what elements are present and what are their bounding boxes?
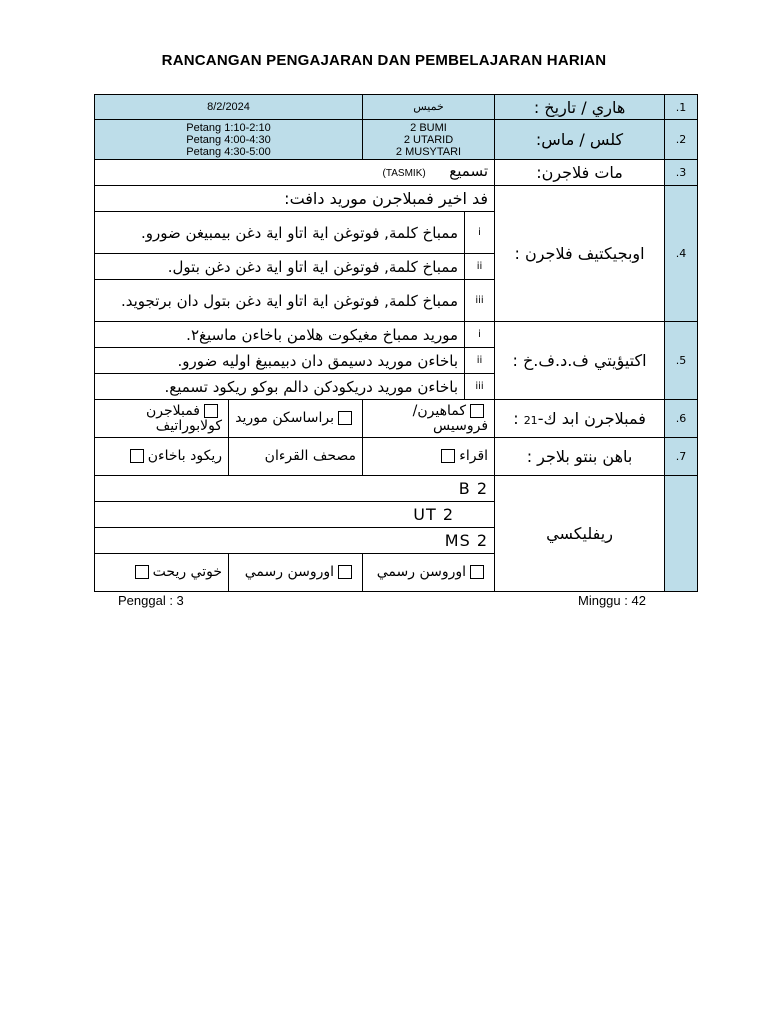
time-cell bbox=[95, 120, 363, 160]
activity-text: باخاءن موريد دسيمق دان دبيمبيغ اوليه ضورو. bbox=[95, 348, 465, 374]
roman-numeral: ii bbox=[465, 348, 495, 374]
reflection-text: B 2 bbox=[95, 476, 495, 502]
row-class-time bbox=[95, 120, 698, 160]
option-label: ريكود باخاءن bbox=[147, 448, 222, 464]
page-title: RANCANGAN PENGAJARAN DAN PEMBELAJARAN HARIAN bbox=[161, 52, 607, 69]
day-cell: خميس bbox=[363, 95, 495, 120]
row-number: .4 bbox=[665, 186, 698, 322]
row-21st-century bbox=[95, 400, 698, 438]
class-cell bbox=[363, 120, 495, 160]
row-date bbox=[95, 95, 698, 120]
option-label: كماهيرن/ فروسيس bbox=[412, 402, 489, 434]
option-label: براساسكن موريد bbox=[235, 410, 335, 426]
option-cell bbox=[95, 554, 229, 592]
checkbox[interactable] bbox=[204, 404, 218, 418]
class-line: 2 UTARID bbox=[403, 133, 454, 146]
checkbox[interactable] bbox=[441, 449, 455, 463]
row-number: .3 bbox=[665, 160, 698, 186]
roman-numeral: iii bbox=[465, 374, 495, 400]
checkbox[interactable] bbox=[338, 411, 352, 425]
reflection-text: UT 2 bbox=[95, 502, 495, 528]
footer-week: Minggu : 42 bbox=[578, 593, 646, 608]
roman-numeral: ii bbox=[465, 254, 495, 280]
row-number-empty bbox=[665, 476, 698, 592]
objective-text: ممباخ كلمة, فوتوغن اية اتاو اية دغن بيمبيغن ضورو. bbox=[95, 212, 465, 254]
row-number: .1 bbox=[665, 95, 698, 120]
label-reflection: ريفليكسي bbox=[495, 476, 665, 592]
date-cell: 8/2/2024 bbox=[95, 95, 363, 120]
label-sup: 21 bbox=[523, 414, 538, 427]
label-activity: اكتيؤيتي ف.د.ف.خ : bbox=[495, 322, 665, 400]
class-line: 2 MUSYTARI bbox=[395, 145, 462, 158]
subject-cell bbox=[95, 160, 495, 186]
checkbox[interactable] bbox=[470, 404, 484, 418]
option-cell bbox=[95, 438, 229, 476]
option-cell bbox=[229, 438, 363, 476]
label-objective: اوبجيكتيف فلاجرن : bbox=[495, 186, 665, 322]
lesson-plan-table bbox=[94, 94, 698, 592]
label-21st-century bbox=[495, 400, 665, 438]
option-label: خوتي ريحت bbox=[152, 564, 222, 580]
row-number: .2 bbox=[665, 120, 698, 160]
label-class: كلس / ماس: bbox=[495, 120, 665, 160]
option-cell bbox=[363, 554, 495, 592]
row-number: .7 bbox=[665, 438, 698, 476]
activity-text: موريد ممباخ مغيكوت هلامن باخاءن ماسيغ٢. bbox=[95, 322, 465, 348]
label-date: هاري / تاريخ : bbox=[495, 95, 665, 120]
objective-intro: فد اخير فمبلاجرن موريد دافت: bbox=[95, 186, 495, 212]
activity-text: باخاءن موريد دريكودكن دالم بوكو ريكود تسميع. bbox=[95, 374, 465, 400]
reflection-text: MS 2 bbox=[95, 528, 495, 554]
label-text: فمبلاجرن ابد ك- bbox=[537, 409, 646, 428]
roman-numeral: i bbox=[465, 212, 495, 254]
roman-numeral: iii bbox=[465, 280, 495, 322]
row-teaching-aids bbox=[95, 438, 698, 476]
option-cell bbox=[363, 438, 495, 476]
label-teaching-aids: باهن بنتو بلاجر : bbox=[495, 438, 665, 476]
time-line: Petang 4:00-4:30 bbox=[186, 133, 271, 146]
option-cell bbox=[363, 400, 495, 438]
footer-term: Penggal : 3 bbox=[118, 593, 184, 608]
label-subject: مات فلاجرن: bbox=[495, 160, 665, 186]
option-cell bbox=[229, 400, 363, 438]
time-line: Petang 4:30-5:00 bbox=[186, 145, 271, 158]
checkbox[interactable] bbox=[130, 449, 144, 463]
row-objective-intro bbox=[95, 186, 698, 212]
roman-numeral: i bbox=[465, 322, 495, 348]
checkbox[interactable] bbox=[338, 565, 352, 579]
row-number: .6 bbox=[665, 400, 698, 438]
checkbox[interactable] bbox=[470, 565, 484, 579]
row-number: .5 bbox=[665, 322, 698, 400]
option-cell bbox=[229, 554, 363, 592]
activity-item bbox=[95, 322, 698, 348]
option-label: فمبلاجرن كولابوراتيف bbox=[145, 402, 222, 434]
reflection-line bbox=[95, 476, 698, 502]
class-line: 2 BUMI bbox=[410, 121, 447, 134]
row-subject bbox=[95, 160, 698, 186]
objective-text: ممباخ كلمة, فوتوغن اية اتاو اية دغن دغن بتول. bbox=[95, 254, 465, 280]
objective-text: ممباخ كلمة, فوتوغن اية اتاو اية دغن بتول دان برتجويد. bbox=[95, 280, 465, 322]
option-cell bbox=[95, 400, 229, 438]
option-label: اوروسن رسمي bbox=[244, 564, 335, 580]
time-line: Petang 1:10-2:10 bbox=[186, 121, 271, 134]
subject-text: تسميع bbox=[449, 162, 489, 180]
option-label: اقراء bbox=[459, 448, 489, 464]
label-end: : bbox=[513, 409, 524, 428]
checkbox[interactable] bbox=[135, 565, 149, 579]
option-label: اوروسن رسمي bbox=[376, 564, 467, 580]
option-label: مصحف القرءان bbox=[264, 448, 357, 464]
subject-latin: (TASMIK) bbox=[382, 168, 426, 179]
